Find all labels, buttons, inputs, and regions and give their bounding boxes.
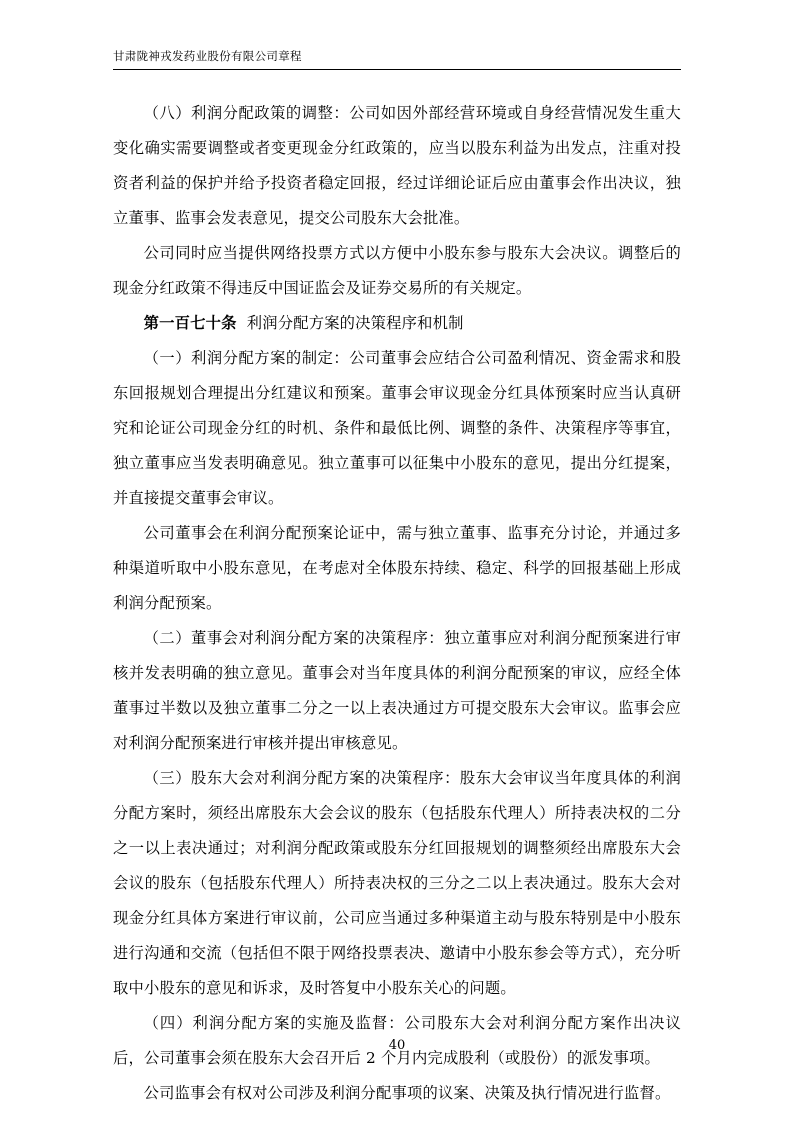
page-number: 40 [388,1038,406,1053]
document-body [113,96,681,1111]
paragraph: （三）股东大会对利润分配方案的决策程序：股东大会审议当年度具体的利润分配方案时，须经出席股东大会会议的股东（包括股东代理人）所持表决权的二分之一以上表决通过；对利润分配政策或股东分红回报规划的调整须经出席股东大会会议的股东（包括股东代理人）所持表决权的三分之二以上表决通过。股东大会对现金分红具体方案进行审议前，公司应当通过多种渠道主动与股东特别是中小股东进行沟通和交流（包括但不限于网络投票表决、邀请中小股东参会等方式），充分听取中小股东的意见和诉求，及时答复中小股东关心的问题。 [113,769,681,998]
paragraph: 公司监事会有权对公司涉及利润分配事项的议案、决策及执行情况进行监督。 [143,1084,671,1103]
page-content [113,48,681,1111]
paragraph: 公司同时应当提供网络投票方式以方便中小股东参与股东大会决议。调整后的现金分红政策不得违反中国证监会及证券交易所的有关规定。 [113,244,681,298]
article-heading-text: 利润分配方案的决策程序和机制 [246,314,464,333]
paragraph: 公司董事会在利润分配预案论证中，需与独立董事、监事充分讨论，并通过多种渠道听取中小股东意见，在考虑对全体股东持续、稳定、科学的回报基础上形成利润分配预案。 [113,524,681,613]
article-paragraph [113,306,681,341]
paragraph: （八）利润分配政策的调整：公司如因外部经营环境或自身经营情况发生重大变化确实需要调整或者变更现金分红政策的，应当以股东利益为出发点，注重对投资者利益的保护并给予投资者稳定回报，经过详细论证后应由董事会作出决议，独立董事、监事会发表意见，提交公司股东大会批准。 [113,104,681,228]
page-header: 甘肃陇神戎发药业股份有限公司章程 [113,48,681,70]
paragraph: （一）利润分配方案的制定：公司董事会应结合公司盈利情况、资金需求和股东回报规划合理提出分红建议和预案。董事会审议现金分红具体预案时应当认真研究和论证公司现金分红的时机、条件和最低比例、调整的条件、决策程序等事宜，独立董事应当发表明确意见。独立董事可以征集中小股东的意见，提出分红提案，并直接提交董事会审议。 [113,349,681,508]
paragraph: （二）董事会对利润分配方案的决策程序：独立董事应对利润分配预案进行审核并发表明确的独立意见。董事会对当年度具体的利润分配预案的审议，应经全体董事过半数以及独立董事二分之一以上表决通过方可提交股东大会审议。监事会应对利润分配预案进行审核并提出审核意见。 [113,629,681,753]
article-number: 第一百七十条 [143,314,237,333]
paragraph: （四）利润分配方案的实施及监督：公司股东大会对利润分配方案作出决议后，公司董事会须在股东大会召开后 2 个月内完成股利（或股份）的派发事项。 [113,1014,681,1068]
